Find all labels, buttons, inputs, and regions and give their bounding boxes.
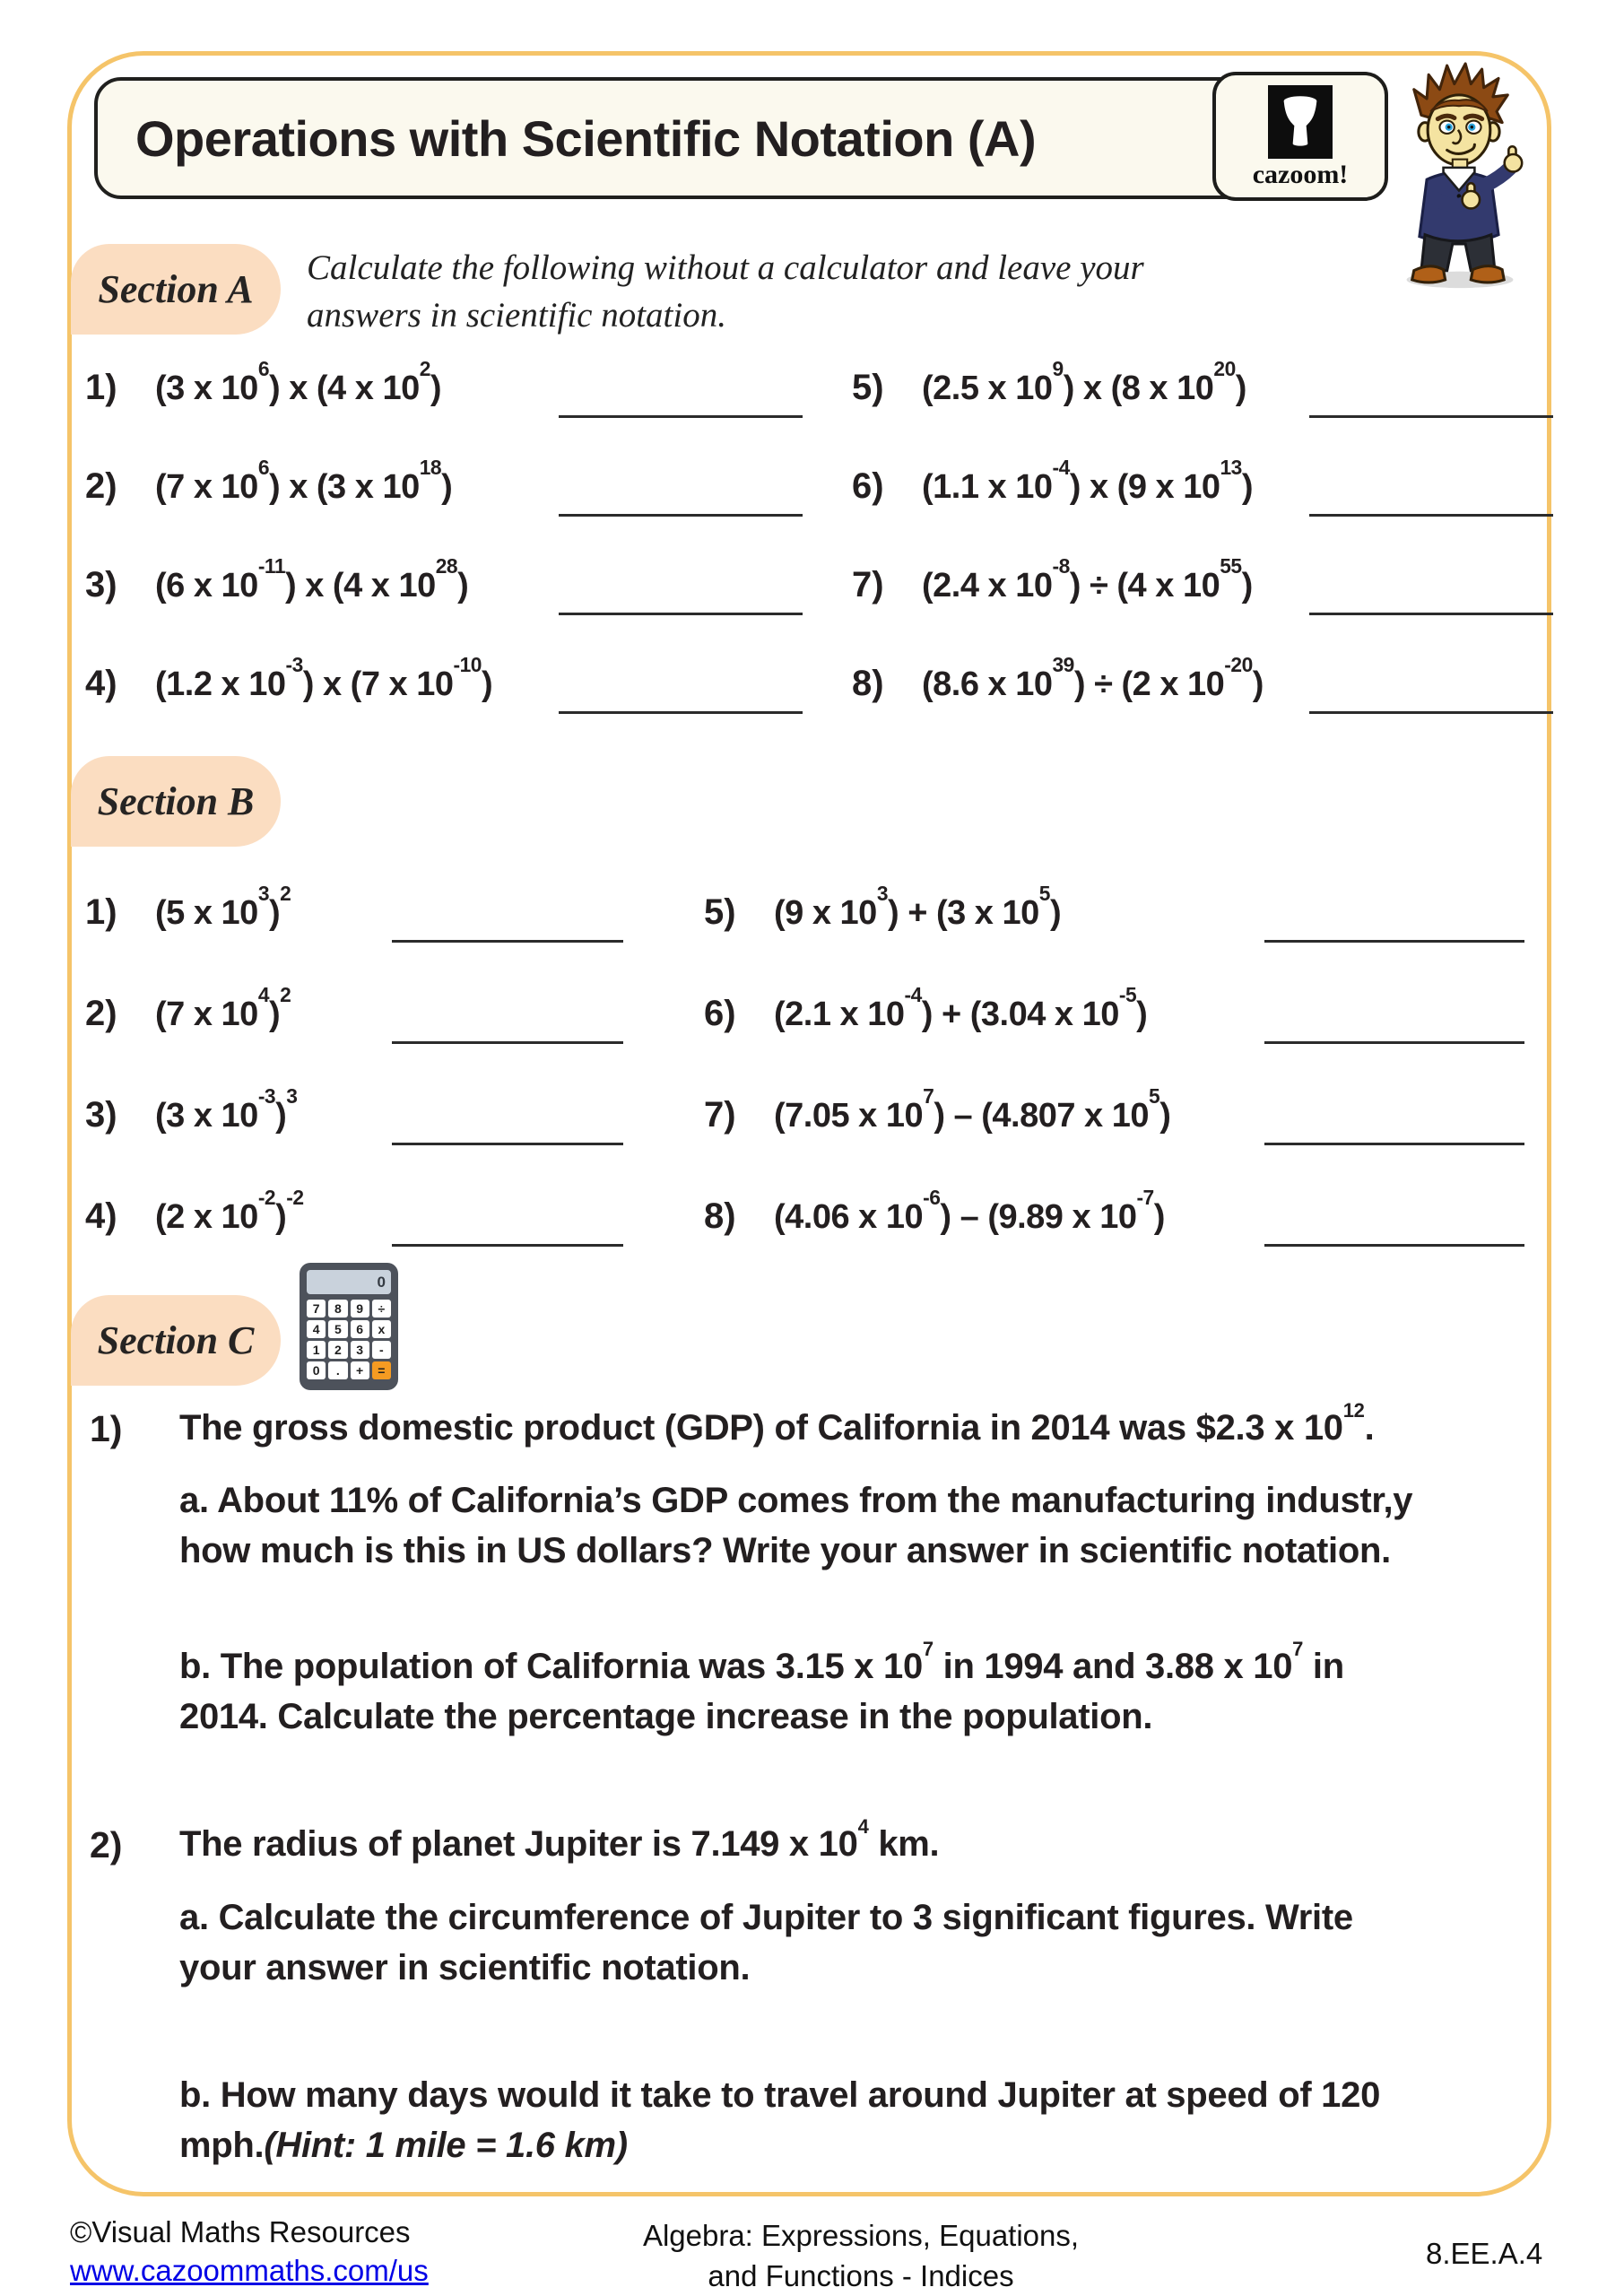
answer-blank[interactable] <box>1264 940 1524 943</box>
calculator-key: . <box>328 1361 347 1379</box>
problem-expression: (2.5 x $10^9$) x (8 x $10^{20}$) <box>922 356 1246 407</box>
calculator-key: 1 <box>307 1341 326 1359</box>
instructions-line-1: Calculate the following without a calculator and leave your <box>307 248 1144 287</box>
answer-blank[interactable] <box>1264 1143 1524 1145</box>
calculator-key: 7 <box>307 1300 326 1318</box>
answer-blank[interactable] <box>1309 711 1553 714</box>
section-b-left-column <box>85 881 623 1293</box>
section-a-label: Section A <box>98 267 254 311</box>
problem-number: 7) <box>704 1095 736 1135</box>
section-b-right-column <box>704 881 1524 1293</box>
calculator-keypad <box>307 1300 391 1379</box>
problem-number: 2) <box>85 994 117 1033</box>
answer-blank[interactable] <box>559 415 803 418</box>
calculator-key: x <box>372 1320 391 1338</box>
problem-number: 8) <box>704 1196 736 1236</box>
calculator-display-value: 0 <box>377 1273 386 1291</box>
question-2-stem: The radius of planet Jupiter is 7.149 x $10^4$ km. <box>179 1814 940 1864</box>
problem-row-b3 <box>85 1083 623 1192</box>
standard-code: 8.EE.A.4 <box>1426 2237 1543 2270</box>
calculator-key: ÷ <box>372 1300 391 1318</box>
problem-expression: (2.4 x $10^{-8}) \div (4$ x $10^{55}$) <box>922 553 1253 604</box>
problem-row-a7 <box>852 553 1553 659</box>
problem-expression: (1.2 x $10^{-3}$) x (7 x $10^{-10}$) <box>155 652 493 703</box>
question-2a-text: a. Calculate the circumference of Jupiter to 3 significant figures. Write your answer in scientific notation. <box>179 1898 1353 1987</box>
calculator-key: 2 <box>328 1341 347 1359</box>
problem-row-b7 <box>704 1083 1524 1192</box>
section-c-pill <box>71 1295 281 1386</box>
calculator-key: 9 <box>351 1300 369 1318</box>
problem-number: 7) <box>852 565 884 604</box>
section-a-instructions <box>307 244 1144 339</box>
answer-blank[interactable] <box>392 1244 623 1247</box>
calculator-key: 8 <box>328 1300 347 1318</box>
answer-blank[interactable] <box>392 1041 623 1044</box>
problem-number: 4) <box>85 1196 117 1236</box>
question-1-stem: The gross domestic product (GDP) of California in 2014 was $2.3 x $10^{12}$. <box>179 1398 1375 1448</box>
section-a-left-column <box>85 356 803 758</box>
drum-icon <box>1268 85 1333 159</box>
calculator-key: 4 <box>307 1320 326 1338</box>
question-2b-text: b. How many days would it take to travel around Jupiter at speed of 120 mph.(Hint: 1 mile = 1.6 km) <box>179 2075 1381 2165</box>
question-1b-text: b. The population of California was 3.15 x $10^7$ in 1994 and 3.88 x $10^7$ in 2014. Calculate the percentage increase in the population. <box>179 1637 1344 1736</box>
problem-expression: (1.1 x $10^{-4}$) x (9 x $10^{13}$) <box>922 455 1254 506</box>
answer-blank[interactable] <box>1264 1244 1524 1247</box>
question-1a-text: a. About 11% of California’s GDP comes from the manufacturing industr,y how much is this in US dollars? Write your answer in scientific notation. <box>179 1481 1413 1570</box>
answer-blank[interactable] <box>1309 415 1553 418</box>
brand-logo <box>1212 72 1388 201</box>
copyright-text: ©Visual Maths Resources <box>70 2215 411 2248</box>
topic-line-2: and Functions - Indices <box>708 2259 1014 2292</box>
problem-expression: (6 x $10^{-11}$) x (4 x $10^{28}$) <box>155 553 469 604</box>
calculator-key: - <box>372 1341 391 1359</box>
answer-blank[interactable] <box>392 1143 623 1145</box>
title-box <box>94 77 1385 199</box>
problem-number: 5) <box>704 892 736 932</box>
calculator-display <box>307 1270 391 1294</box>
problem-row-a8 <box>852 652 1553 758</box>
problem-number: 1) <box>85 892 117 932</box>
problem-number: 6) <box>704 994 736 1033</box>
website-link[interactable]: www.cazoommaths.com/us <box>70 2254 429 2287</box>
problem-row-b2 <box>85 982 623 1091</box>
calculator-key: 3 <box>351 1341 369 1359</box>
problem-row-b1 <box>85 881 623 989</box>
calculator-key: = <box>372 1361 391 1379</box>
section-b-pill <box>71 756 281 847</box>
problem-expression: (7 x $10^6$) x (3 x $10^{18}$) <box>155 455 453 506</box>
problem-row-a2 <box>85 455 803 561</box>
problem-row-b8 <box>704 1185 1524 1293</box>
problem-expression: (4.06 x $10^{-6}) - (9.89$ x $10^{-7}$) <box>774 1185 1165 1236</box>
topic-line-1: Algebra: Expressions, Equations, <box>642 2219 1080 2252</box>
drum-icon-glyph <box>1278 94 1323 150</box>
problem-row-a3 <box>85 553 803 659</box>
problem-expression: (2 x $10^{-2})^{-2}$ <box>155 1185 304 1236</box>
answer-blank[interactable] <box>559 514 803 517</box>
problem-expression: (9 x $10^3) + (3$ x $10^5$) <box>774 881 1062 932</box>
brand-name: cazoom! <box>1252 160 1349 189</box>
answer-blank[interactable] <box>1309 514 1553 517</box>
problem-expression: (7.05 x $10^7) - (4.807$ x $10^5$) <box>774 1083 1171 1135</box>
problem-number: 6) <box>852 466 884 506</box>
problem-row-a5 <box>852 356 1553 462</box>
problem-number: 3) <box>85 565 117 604</box>
calculator-key: + <box>351 1361 369 1379</box>
section-c-label: Section C <box>97 1318 255 1362</box>
problem-number: 2) <box>85 466 117 506</box>
problem-expression: (7 x $10^4)^2$ <box>155 982 291 1033</box>
problem-number: 4) <box>85 664 117 703</box>
answer-blank[interactable] <box>392 940 623 943</box>
problem-expression: (3 x $10^{-3})^3$ <box>155 1083 298 1135</box>
calculator-key: 0 <box>307 1361 326 1379</box>
section-a-right-column <box>852 356 1553 758</box>
problem-number: 5) <box>852 368 884 407</box>
section-a-pill <box>71 244 281 335</box>
calculator-key: 5 <box>328 1320 347 1338</box>
page-title: Operations with Scientific Notation (A) <box>135 109 1037 167</box>
problem-row-b5 <box>704 881 1524 989</box>
problem-row-a1 <box>85 356 803 462</box>
answer-blank[interactable] <box>559 613 803 615</box>
problem-row-b6 <box>704 982 1524 1091</box>
answer-blank[interactable] <box>1264 1041 1524 1044</box>
problem-number: 8) <box>852 664 884 703</box>
problem-expression: (3 x $10^6$) x (4 x $10^2$) <box>155 356 442 407</box>
problem-expression: (8.6 x $10^{39}) \div (2$ x $10^{-20}$) <box>922 652 1264 703</box>
problem-number: 3) <box>85 1095 117 1135</box>
problem-row-a4 <box>85 652 803 758</box>
mascot-boy-illustration <box>1386 57 1533 289</box>
question-2-number: 2) <box>90 1824 123 1866</box>
section-b-label: Section B <box>97 779 255 823</box>
answer-blank[interactable] <box>559 711 803 714</box>
answer-blank[interactable] <box>1309 613 1553 615</box>
question-1-number: 1) <box>90 1408 123 1449</box>
instructions-line-2: answers in scientific notation. <box>307 296 726 335</box>
problem-row-a6 <box>852 455 1553 561</box>
calculator-icon <box>300 1263 398 1390</box>
problem-expression: (2.1 x $10^{-4}) + (3.04$ x $10^{-5}$) <box>774 982 1148 1033</box>
topic-text <box>574 2215 1148 2296</box>
calculator-key: 6 <box>351 1320 369 1338</box>
problem-expression: (5 x $10^3)^2$ <box>155 881 291 932</box>
problem-number: 1) <box>85 368 117 407</box>
